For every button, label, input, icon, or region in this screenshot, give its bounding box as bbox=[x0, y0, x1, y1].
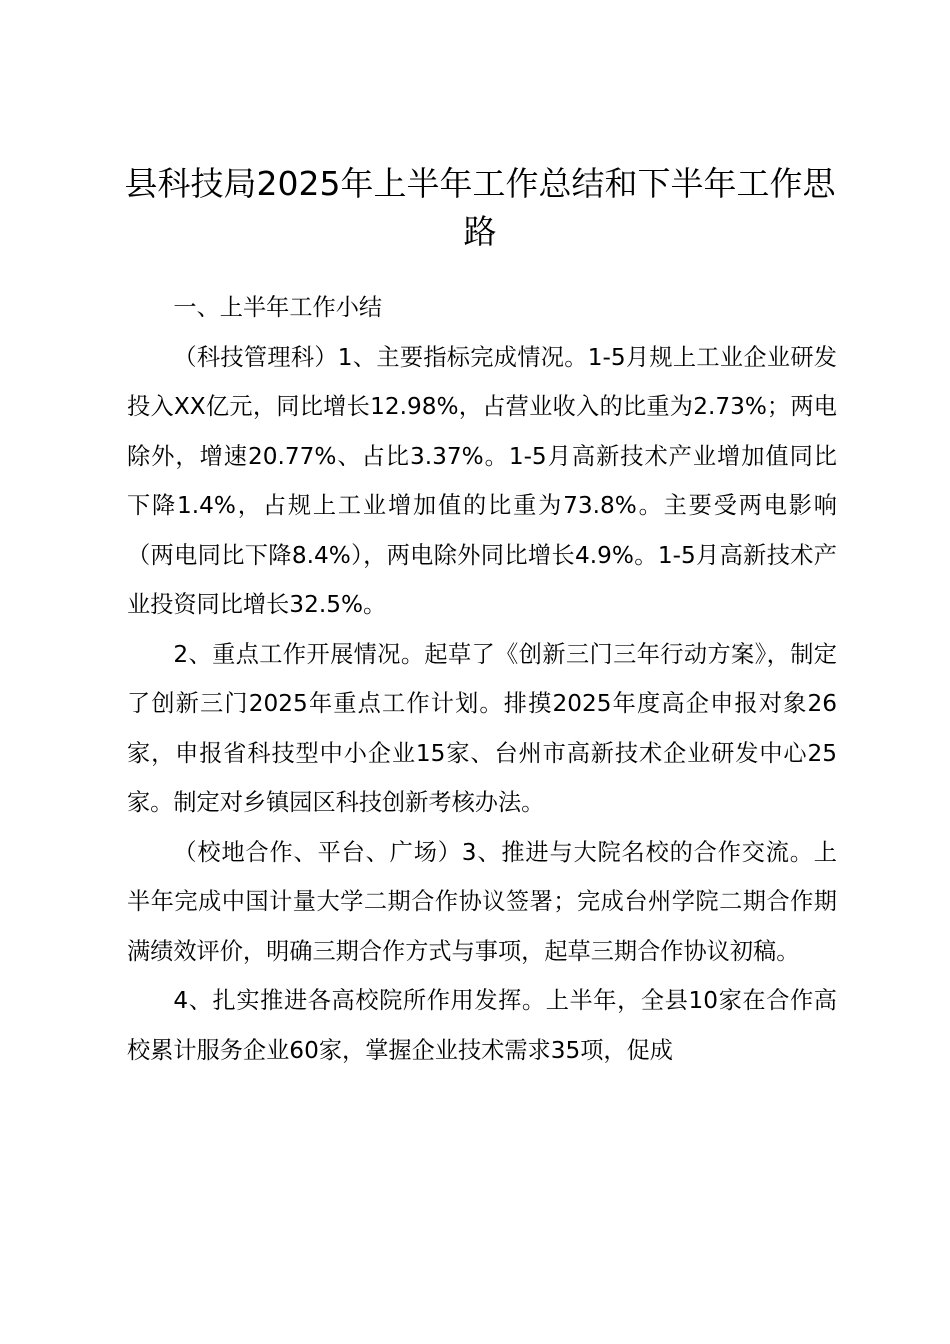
paragraph-key-work: 2、重点工作开展情况。起草了《创新三门三年行动方案》，制定了创新三门2025年重点工作计划。排摸2025年度高企申报对象26家，申报省科技型中小企业15家、台州市高新技术企业研发中心25家。制定对乡镇园区科技创新考核办法。 bbox=[127, 640, 837, 816]
paragraph-cooperation: （校地合作、平台、广场）3、推进与大院名校的合作交流。上半年完成中国计量大学二期合作协议签署；完成台州学院二期合作期满绩效评价，明确三期合作方式与事项，起草三期合作协议初稿。 bbox=[127, 838, 837, 965]
document-body bbox=[127, 283, 837, 1075]
paragraph-indicators: （科技管理科）1、主要指标完成情况。1-5月规上工业企业研发投入XX亿元，同比增长12.98%，占营业收入的比重为2.73%；两电除外，增速20.77%、占比3.37%。1-5月高新技术产业增加值同比下降1.4%，占规上工业增加值的比重为73.8%。主要受两电影响（两电同比下降8.4%），两电除外同比增长4.9%。1-5月高新技术产业投资同比增长32.5%。 bbox=[127, 343, 837, 618]
paragraph-universities: 4、扎实推进各高校院所作用发挥。上半年，全县10家在合作高校累计服务企业60家，掌握企业技术需求35项，促成 bbox=[127, 987, 837, 1064]
document-title: 县科技局2025年上半年工作总结和下半年工作思路 bbox=[124, 164, 836, 251]
section-heading: 一、上半年工作小结 bbox=[173, 294, 383, 321]
